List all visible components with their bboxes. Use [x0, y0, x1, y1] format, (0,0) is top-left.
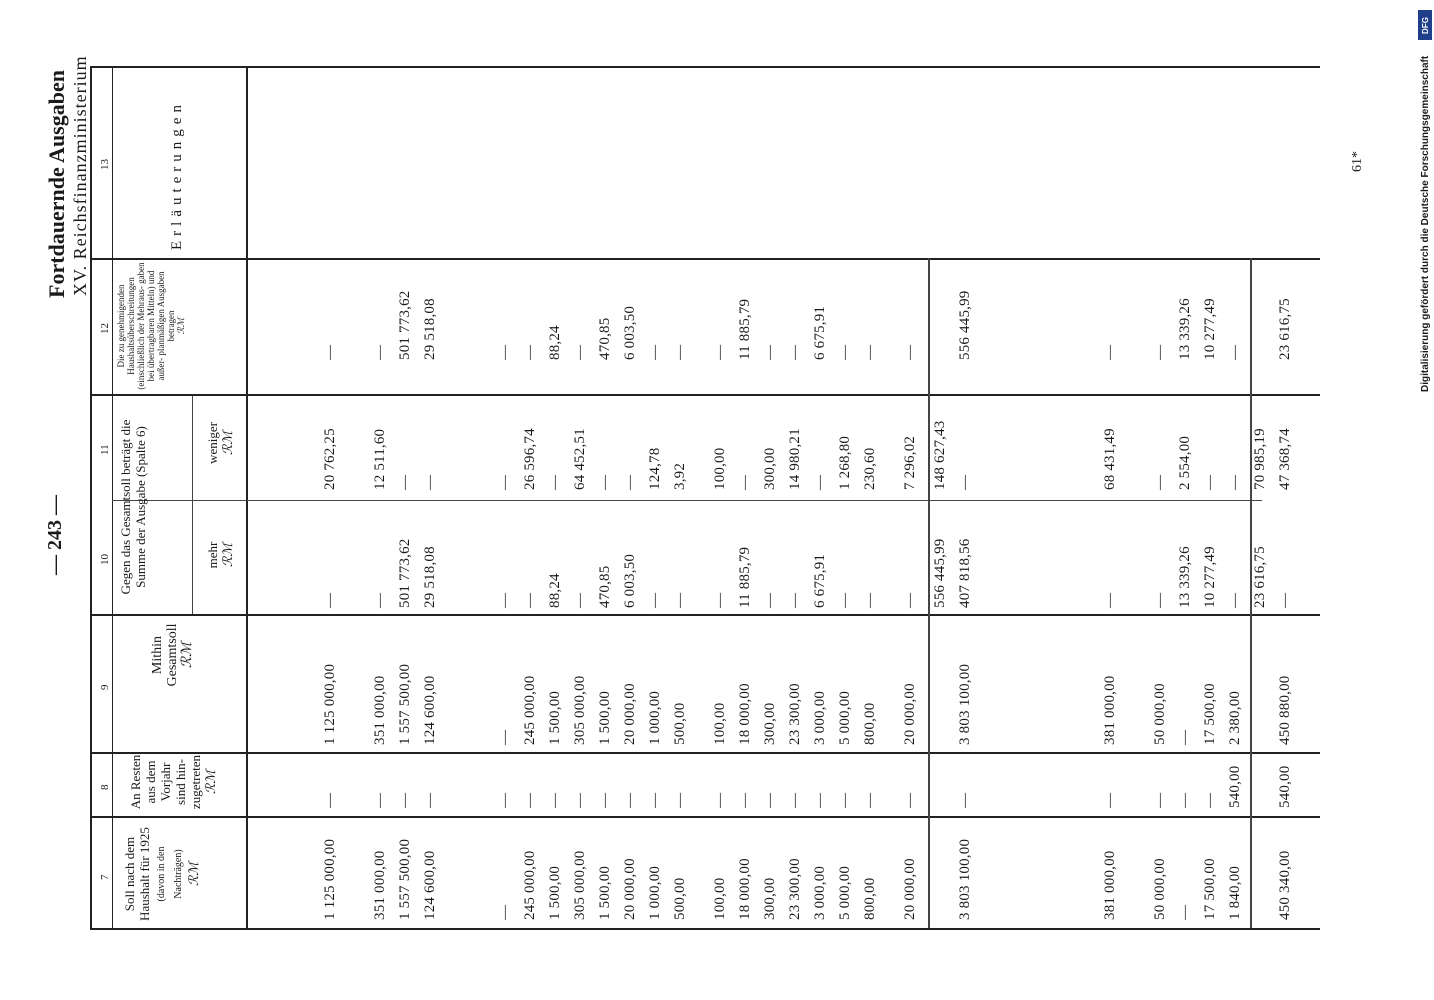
cell-weniger: 14 980,21 [787, 428, 803, 490]
header-reste: An Resten aus dem Vorjahr sind hin- zugetreten ℛℳ [128, 754, 218, 810]
digitization-note: Digitalisierung gefördert durch die Deutsche Forschungsgemeinschaft [1420, 55, 1431, 392]
cell-reste: — [597, 792, 613, 808]
cell-ueberschreitungen: 6 675,91 [812, 305, 828, 360]
cell-mehr: — [672, 592, 688, 608]
cell-weniger: — [812, 474, 828, 490]
cell-gesamtsoll: 1 557 500,00 [397, 663, 413, 745]
cell-mehr: 556 445,99 [932, 538, 948, 608]
cell-gesamtsoll: 100,00 [712, 702, 728, 745]
cell-reste: — [622, 792, 638, 808]
cell-ueberschreitungen: — [902, 344, 918, 360]
cell-mehr: — [572, 592, 588, 608]
cell-ueberschreitungen: 556 445,99 [957, 290, 973, 360]
cell-ueberschreitungen: 10 277,49 [1202, 298, 1218, 360]
cell-reste: 540,00 [1277, 765, 1293, 808]
cell-ueberschreitungen: 23 616,75 [1277, 298, 1293, 360]
cell-reste: — [322, 792, 338, 808]
cell-mehr: — [787, 592, 803, 608]
table-top-border [90, 66, 1320, 68]
cell-weniger: 230,60 [862, 447, 878, 490]
cell-weniger: — [957, 474, 973, 490]
cell-weniger: 26 596,74 [522, 428, 538, 490]
cell-gesamtsoll: 50 000,00 [1152, 683, 1168, 745]
row-divider [90, 614, 1320, 616]
cell-gesamtsoll: 305 000,00 [572, 675, 588, 745]
cell-reste: — [712, 792, 728, 808]
cell-ueberschreitungen: 88,24 [547, 325, 563, 360]
ministry-title: XV. Reichsfinanzministerium [70, 55, 90, 296]
cell-gesamtsoll: 450 880,00 [1277, 675, 1293, 745]
cell-soll: 20 000,00 [622, 858, 638, 920]
cell-gesamtsoll: 3 803 100,00 [957, 663, 973, 745]
cell-gesamtsoll: 1 500,00 [547, 690, 563, 745]
cell-mehr: — [762, 592, 778, 608]
cell-gesamtsoll: 23 300,00 [787, 683, 803, 745]
cell-weniger: — [497, 474, 513, 490]
row-divider [90, 816, 1320, 818]
cell-reste: — [672, 792, 688, 808]
cell-reste: — [397, 792, 413, 808]
cell-reste: — [762, 792, 778, 808]
cell-reste: — [647, 792, 663, 808]
cell-weniger: — [597, 474, 613, 490]
cell-weniger: — [737, 474, 753, 490]
cell-ueberschreitungen: — [762, 344, 778, 360]
cell-gesamtsoll: 2 380,00 [1227, 690, 1243, 745]
cell-gesamtsoll: 20 000,00 [622, 683, 638, 745]
cell-soll: 245 000,00 [522, 850, 538, 920]
cell-reste: — [1152, 792, 1168, 808]
cell-ueberschreitungen: 29 518,08 [422, 298, 438, 360]
cell-soll: 3 803 100,00 [957, 838, 973, 920]
header-divider [246, 66, 248, 928]
cell-soll: 500,00 [672, 877, 688, 920]
group-divider [928, 258, 930, 928]
cell-reste: — [522, 792, 538, 808]
cell-weniger: 70 985,19 [1252, 428, 1268, 490]
section-title: Fortdauernde Ausgaben [44, 70, 69, 298]
cell-weniger: 124,78 [647, 447, 663, 490]
cell-mehr: 10 277,49 [1202, 546, 1218, 608]
cell-mehr: — [647, 592, 663, 608]
header-ueberschreitungen: Die zu genehmigenden Haushaltsüberschreitungen (einschließlich der Mehraus- gaben bei übertragbaren Mitteln) und außer- planmäßigen Ausgaben betragen ℛℳ [116, 262, 186, 390]
cell-gesamtsoll: — [1177, 729, 1193, 745]
cell-gesamtsoll: — [497, 729, 513, 745]
column-number: 7 [99, 874, 111, 880]
subheader-divider [112, 500, 1262, 501]
cell-mehr: 470,85 [597, 565, 613, 608]
column-number: 9 [99, 684, 111, 690]
cell-soll: 450 340,00 [1277, 850, 1293, 920]
cell-weniger: 68 431,49 [1102, 428, 1118, 490]
cell-ueberschreitungen: — [862, 344, 878, 360]
header-weniger: weniger ℛℳ [205, 422, 235, 464]
cell-ueberschreitungen: — [322, 344, 338, 360]
cell-gesamtsoll: 1 500,00 [597, 690, 613, 745]
cell-reste: — [787, 792, 803, 808]
column-number: 10 [99, 554, 111, 565]
cell-ueberschreitungen: — [372, 344, 388, 360]
column-number: 11 [99, 444, 111, 455]
cell-gesamtsoll: 124 600,00 [422, 675, 438, 745]
cell-gesamtsoll: 245 000,00 [522, 675, 538, 745]
cell-weniger: — [1227, 474, 1243, 490]
cell-soll: 20 000,00 [902, 858, 918, 920]
cell-ueberschreitungen: — [1102, 344, 1118, 360]
cell-reste: — [862, 792, 878, 808]
cell-weniger: 1 268,80 [837, 435, 853, 490]
cell-reste: — [902, 792, 918, 808]
cell-weniger: 3,92 [672, 462, 688, 490]
cell-ueberschreitungen: 6 003,50 [622, 305, 638, 360]
cell-soll: 800,00 [862, 877, 878, 920]
cell-mehr: — [1152, 592, 1168, 608]
cell-mehr: — [372, 592, 388, 608]
cell-mehr: 29 518,08 [422, 546, 438, 608]
row-divider [90, 258, 1320, 260]
cell-reste: — [737, 792, 753, 808]
cell-weniger: 148 627,43 [932, 420, 948, 490]
cell-reste: — [957, 792, 973, 808]
cell-mehr: — [712, 592, 728, 608]
cell-ueberschreitungen: — [787, 344, 803, 360]
cell-weniger: — [622, 474, 638, 490]
cell-mehr: — [522, 592, 538, 608]
cell-weniger: 100,00 [712, 447, 728, 490]
cell-weniger: 12 511,60 [372, 428, 388, 490]
page-number: — 243 — [44, 495, 66, 575]
cell-weniger: — [547, 474, 563, 490]
header-gesamtsoll: Mithin Gesamtsoll ℛℳ [150, 623, 195, 687]
cell-mehr: 13 339,26 [1177, 546, 1193, 608]
cell-soll: 1 125 000,00 [322, 838, 338, 920]
cell-soll: 381 000,00 [1102, 850, 1118, 920]
cell-ueberschreitungen: — [497, 344, 513, 360]
cell-gesamtsoll: 1 000,00 [647, 690, 663, 745]
cell-ueberschreitungen: 470,85 [597, 317, 613, 360]
cell-ueberschreitungen: 501 773,62 [397, 290, 413, 360]
row-divider [90, 752, 1320, 754]
cell-weniger: — [1202, 474, 1218, 490]
cell-reste: — [812, 792, 828, 808]
cell-soll: 305 000,00 [572, 850, 588, 920]
cell-weniger: — [1152, 474, 1168, 490]
cell-reste: — [372, 792, 388, 808]
cell-mehr: 88,24 [547, 573, 563, 608]
header-soll: Soll nach dem Haushalt für 1925 (davon in den Nachträgen) ℛℳ [122, 827, 201, 921]
cell-weniger: 20 762,25 [322, 428, 338, 490]
cell-reste: 540,00 [1227, 765, 1243, 808]
header-erlaeuterungen: Erläuterungen [169, 100, 185, 250]
cell-soll: 50 000,00 [1152, 858, 1168, 920]
cell-reste: — [497, 792, 513, 808]
cell-soll: 1 000,00 [647, 865, 663, 920]
cell-soll: — [1177, 904, 1193, 920]
cell-soll: 1 500,00 [547, 865, 563, 920]
cell-ueberschreitungen: — [522, 344, 538, 360]
cell-mehr: — [1227, 592, 1243, 608]
header-mehr: mehr ℛℳ [205, 541, 235, 569]
cell-mehr: 6 003,50 [622, 553, 638, 608]
cell-soll: 351 000,00 [372, 850, 388, 920]
cell-gesamtsoll: 3 000,00 [812, 690, 828, 745]
cell-reste: — [547, 792, 563, 808]
cell-soll: 124 600,00 [422, 850, 438, 920]
dfg-logo: DFG [1418, 10, 1432, 40]
cell-reste: — [572, 792, 588, 808]
cell-mehr: — [322, 592, 338, 608]
cell-ueberschreitungen: — [712, 344, 728, 360]
cell-reste: — [1102, 792, 1118, 808]
cell-soll: — [497, 904, 513, 920]
table-bottom-border [90, 928, 1320, 930]
cell-gesamtsoll: 18 000,00 [737, 683, 753, 745]
cell-weniger: — [397, 474, 413, 490]
cell-mehr: 6 675,91 [812, 553, 828, 608]
cell-weniger: — [422, 474, 438, 490]
cell-reste: — [1177, 792, 1193, 808]
column-number: 8 [99, 784, 111, 790]
cell-gesamtsoll: 5 000,00 [837, 690, 853, 745]
cell-gesamtsoll: 381 000,00 [1102, 675, 1118, 745]
cell-soll: 100,00 [712, 877, 728, 920]
cell-gesamtsoll: 300,00 [762, 702, 778, 745]
cell-mehr: 23 616,75 [1252, 546, 1268, 608]
cell-mehr: — [837, 592, 853, 608]
cell-soll: 1 500,00 [597, 865, 613, 920]
cell-mehr: — [497, 592, 513, 608]
cell-ueberschreitungen: 11 885,79 [737, 298, 753, 360]
cell-gesamtsoll: 800,00 [862, 702, 878, 745]
cell-mehr: — [1277, 592, 1293, 608]
cell-soll: 5 000,00 [837, 865, 853, 920]
cell-soll: 18 000,00 [737, 858, 753, 920]
subheader-divider [192, 396, 193, 614]
cell-gesamtsoll: 20 000,00 [902, 683, 918, 745]
cell-mehr: — [1102, 592, 1118, 608]
cell-mehr: 407 818,56 [957, 538, 973, 608]
cell-weniger: 2 554,00 [1177, 435, 1193, 490]
cell-ueberschreitungen: — [1227, 344, 1243, 360]
cell-reste: — [837, 792, 853, 808]
cell-reste: — [422, 792, 438, 808]
cell-ueberschreitungen: — [572, 344, 588, 360]
cell-soll: 3 000,00 [812, 865, 828, 920]
cell-soll: 1 557 500,00 [397, 838, 413, 920]
row-divider [90, 394, 1320, 396]
cell-mehr: — [902, 592, 918, 608]
cell-ueberschreitungen: — [1152, 344, 1168, 360]
cell-weniger: 7 296,02 [902, 435, 918, 490]
cell-ueberschreitungen: — [837, 344, 853, 360]
cell-soll: 17 500,00 [1202, 858, 1218, 920]
header-gegen-gesamtsoll: Gegen das Gesamtsoll beträgt die Summe der Ausgabe (Spalte 6) [118, 419, 148, 595]
cell-weniger: 64 452,51 [572, 428, 588, 490]
cell-ueberschreitungen: — [672, 344, 688, 360]
cell-gesamtsoll: 351 000,00 [372, 675, 388, 745]
folio-mark: 61* [1350, 151, 1365, 172]
column-number: 13 [99, 159, 111, 170]
cell-ueberschreitungen: 13 339,26 [1177, 298, 1193, 360]
cell-ueberschreitungen: — [647, 344, 663, 360]
cell-gesamtsoll: 500,00 [672, 702, 688, 745]
cell-mehr: 501 773,62 [397, 538, 413, 608]
cell-soll: 1 840,00 [1227, 865, 1243, 920]
cell-mehr: 11 885,79 [737, 546, 753, 608]
cell-mehr: — [862, 592, 878, 608]
cell-weniger: 300,00 [762, 447, 778, 490]
cell-gesamtsoll: 17 500,00 [1202, 683, 1218, 745]
header-divider [90, 66, 92, 928]
cell-soll: 300,00 [762, 877, 778, 920]
header-divider [112, 66, 113, 928]
cell-reste: — [1202, 792, 1218, 808]
cell-gesamtsoll: 1 125 000,00 [322, 663, 338, 745]
column-number: 12 [99, 323, 111, 334]
cell-soll: 23 300,00 [787, 858, 803, 920]
cell-weniger: 47 368,74 [1277, 428, 1293, 490]
